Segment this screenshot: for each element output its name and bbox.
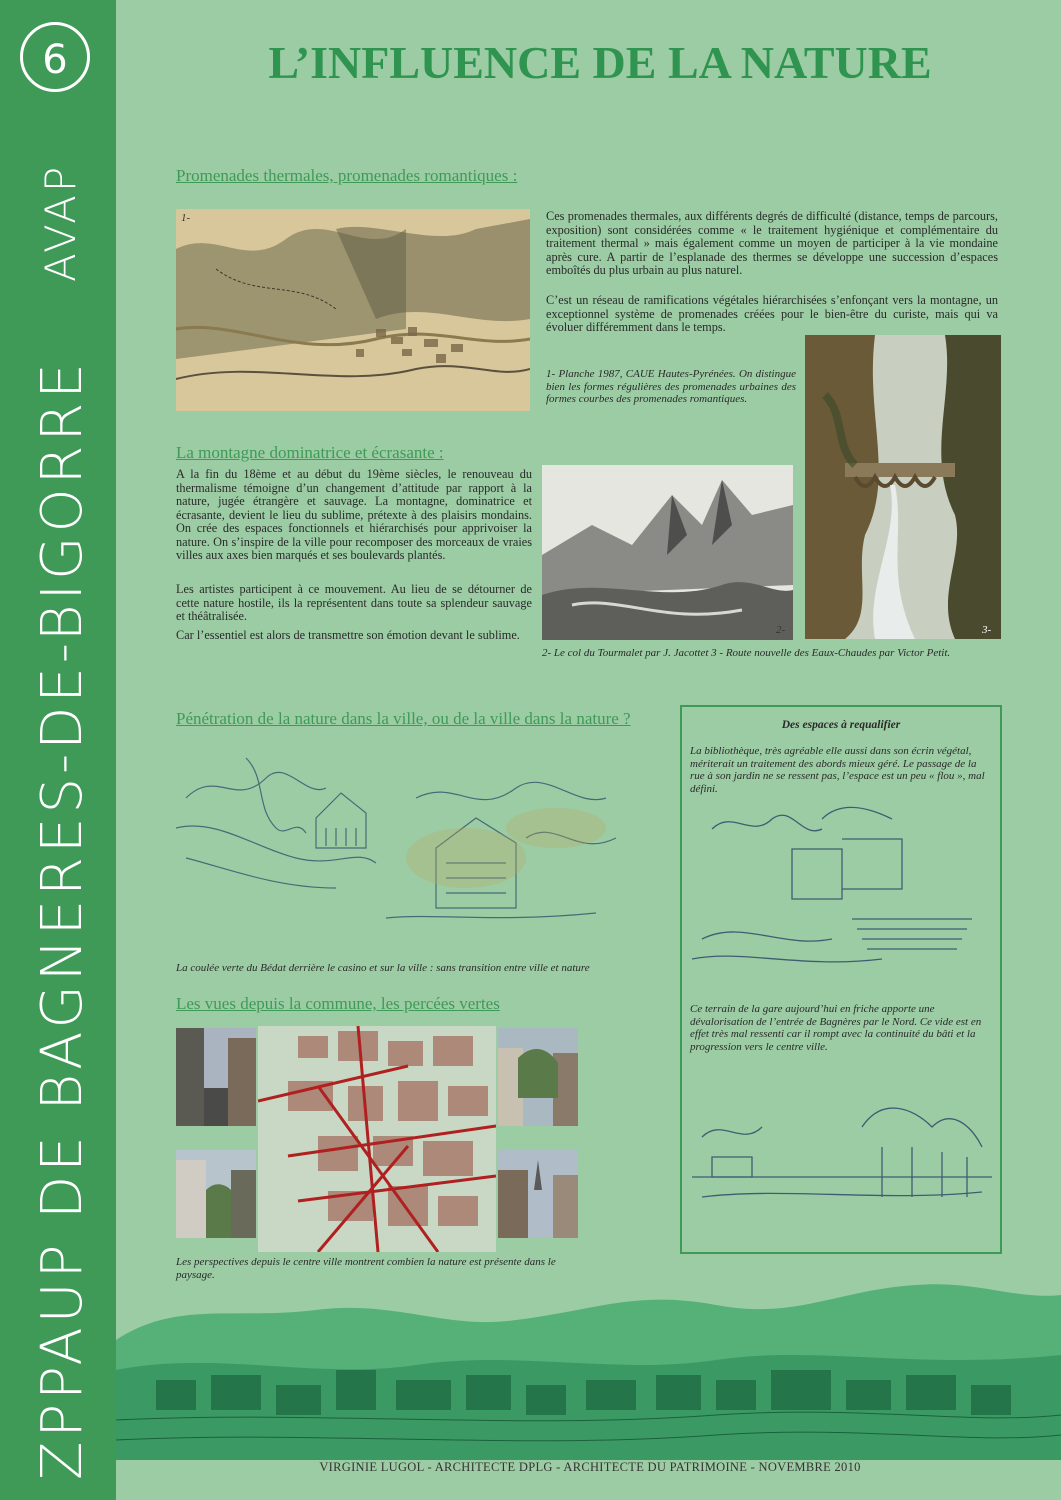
section-number-badge: 6 [20, 22, 90, 92]
requalify-title: Des espaces à requalifier [781, 719, 901, 731]
caption-images-2-3: 2- Le col du Tourmalet par J. Jacottet 3 - Route nouvelle des Eaux-Chaudes par Victor Petit. [542, 647, 951, 659]
avap-label: AVAP [36, 163, 85, 282]
gorge-painting-image [805, 335, 1001, 639]
heading-vues: Les vues depuis la commune, les percées vertes [176, 994, 500, 1013]
montagne-paragraph-1: A la fin du 18ème et au début du 19ème siècles, le renouveau du thermalisme témoigne d’un changement d’attitude par rapport à la nature, jugée étrangère et sauvage. La montagne, dominatrice et écrasante, devient le lieu du sublime, prétexte à des plaisirs mondains. On crée des espaces fonctionnels et hiérarchisés pour apprivoiser la nature. On s’inspire de la ville pour recomposer des morceaux de vraies villes aux axes bien marqués et ses boulevards plantés. [176, 467, 532, 562]
image-number-3: 3- [982, 624, 992, 636]
promenades-paragraph-1: Ces promenades thermales, aux différents degrés de difficulté (distance, temps de parcours, exposition) sont considérées comme « le traitement hygiénique et complémentaire du traitement thermal » mais également comme un moyen de participer à la vie mondaine après cure. A partir de l’esplanade des thermes se développe une succession d’espaces emboîtés du plus urbain au plus naturel. [546, 209, 998, 277]
montagne-paragraph-2: Les artistes participent à ce mouvement. Au lieu de se détourner de cette nature hostile, ils la représentent dans toute sa splendeur sauvage et théâtralisée. [176, 582, 532, 623]
sidebar [0, 0, 116, 1500]
street-photo-3 [498, 1028, 578, 1126]
footer-credits: VIRGINIE LUGOL - ARCHITECTE DPLG - ARCHITECTE DU PATRIMOINE - NOVEMBRE 2010 [319, 1460, 861, 1474]
station-sketch [682, 1087, 1000, 1237]
montagne-paragraph-3: Car l’essentiel est alors de transmettre son émotion devant le sublime. [176, 628, 520, 642]
town-landscape-drawing [116, 1280, 1061, 1460]
street-photo-4 [498, 1150, 578, 1238]
page-title: L’INFLUENCE DE LA NATURE [268, 37, 932, 88]
requalify-text-station: Ce terrain de la gare aujourd’hui en friche apporte une dévalorisation de l’entrée de Bagnères par le Nord. Ce vide est en effet très mal ressenti car il rompt avec la continuité du bâti et la progression vers le centre ville. [690, 1003, 982, 1053]
caption-coulee-verte: La coulée verte du Bédat derrière le casino et sur la ville : sans transition entre ville et nature [176, 962, 590, 974]
image-number-1: 1- [181, 212, 191, 224]
promenades-paragraph-2: C’est un réseau de ramifications végétales hiérarchisées s’enfonçant vers la montagne, un exceptionnel système de promenades créées pour le bien-être du curiste, mais qui va évoluer différemment dans le temps. [546, 293, 998, 334]
heading-promenades: Promenades thermales, promenades romantiques : [176, 166, 518, 185]
caption-image-1: 1- Planche 1987, CAUE Hautes-Pyrénées. On distingue bien les formes régulières des promenades urbaines des formes courbes des promenades romantiques. [546, 368, 796, 405]
street-photo-2 [176, 1150, 256, 1238]
heading-penetration: Pénétration de la nature dans la ville, ou de la ville dans la nature ? [176, 709, 631, 728]
vertical-title: ZPPAUP DE BAGNERES-DE-BIGORRE [30, 359, 95, 1480]
library-sketch [682, 799, 1000, 979]
caption-perspectives: Les perspectives depuis le centre ville montrent combien la nature est présente dans le paysage. [176, 1256, 556, 1281]
heading-montagne: La montagne dominatrice et écrasante : [176, 443, 444, 462]
requalify-text-library: La bibliothèque, très agréable elle aussi dans son écrin végétal, mériterait un traitement des abords mieux géré. Le passage de la rue à son jardin ne se ressent pas, l’espace est un peu « flou », mal défini. [690, 745, 985, 795]
tourmalet-drawing-image [542, 465, 793, 640]
street-map-percees [258, 1026, 496, 1252]
image-number-2: 2- [776, 624, 786, 636]
requalify-box [680, 705, 1002, 1254]
map-image-promenades [176, 209, 530, 411]
coulee-verte-sketches [176, 738, 646, 948]
street-photo-1 [176, 1028, 256, 1126]
